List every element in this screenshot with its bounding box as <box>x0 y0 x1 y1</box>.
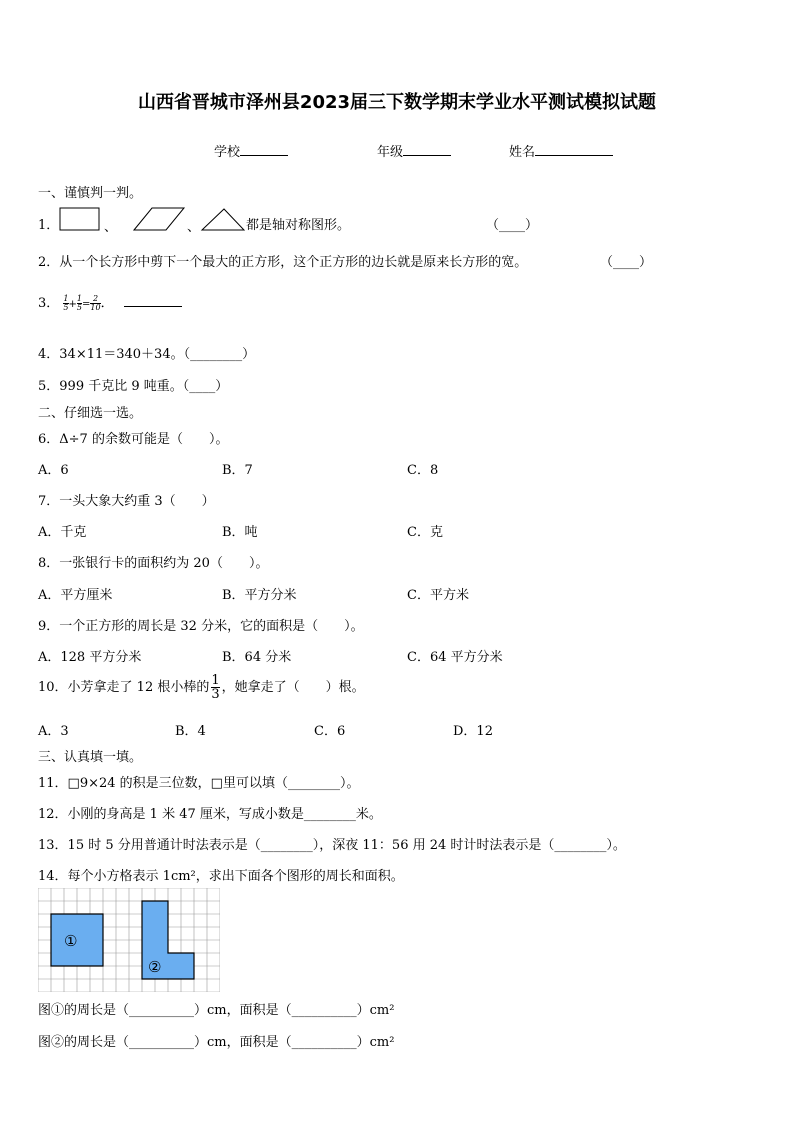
q12-text: 12．小刚的身高是 1 米 47 厘米，写成小数是________米。 <box>38 807 382 822</box>
q14-answer-1: 图①的周长是（__________）cm，面积是（__________）cm² <box>38 1003 395 1018</box>
q13-text: 13．15 时 5 分用普通计时法表示是（________），深夜 11：56 用 24 时计时法表示是（________）。 <box>38 838 626 853</box>
q10-option-a[interactable]: A．3 <box>38 724 69 739</box>
fraction: $\frac{2}{10}$ <box>90 294 101 312</box>
parallelogram-shape <box>134 208 184 230</box>
fraction: $\frac{1}{5}$ <box>76 294 82 312</box>
q1-number: 1． <box>38 218 60 233</box>
q14-text: 14．每个小方格表示 1cm²，求出下面各个图形的周长和面积。 <box>38 869 404 884</box>
q1-text: 都是轴对称图形。 <box>246 218 351 233</box>
shape-2-label: ② <box>148 958 162 976</box>
page-title: 山西省晋城市泽州县2023届三下数学期末学业水平测试模拟试题 <box>137 92 657 113</box>
q7-option-a[interactable]: A．千克 <box>38 525 87 540</box>
q3-equation: 3． $\frac{1}{5}$ + $\frac{1}{5}$ = $\frac{2}{10}$ ． <box>38 292 182 312</box>
q2-text: 2．从一个长方形中剪下一个最大的正方形，这个正方形的边长就是原来长方形的宽。 <box>38 255 528 270</box>
section-1-heading: 一、谨慎判一判。 <box>38 186 143 201</box>
q1-shapes <box>58 206 258 234</box>
q10-option-c[interactable]: C．6 <box>314 724 346 739</box>
q7-option-c[interactable]: C．克 <box>407 525 443 540</box>
q10-option-b[interactable]: B．4 <box>175 724 206 739</box>
fraction: $\frac{1}{3}$ <box>211 673 220 702</box>
q5-text: 5．999 千克比 9 吨重。（____） <box>38 379 229 394</box>
q7-option-b[interactable]: B．吨 <box>222 525 258 540</box>
q9-option-c[interactable]: C．64 平方分米 <box>407 650 503 665</box>
fraction: $\frac{1}{5}$ <box>63 294 69 312</box>
q8-text: 8．一张银行卡的面积约为 20（ ）。 <box>38 556 269 571</box>
q11-text: 11．□9×24 的积是三位数，□里可以填（________）。 <box>38 776 360 791</box>
q9-option-a[interactable]: A．128 平方分米 <box>38 650 142 665</box>
q1-sep-2: 、 <box>187 220 201 235</box>
q1-sep-1: 、 <box>104 220 118 235</box>
q4-text: 4．34×11＝340＋34。（________） <box>38 347 256 362</box>
name-field: 姓名 <box>509 141 613 160</box>
q8-option-b[interactable]: B．平方分米 <box>222 588 297 603</box>
q7-text: 7．一头大象大约重 3（ ） <box>38 494 215 509</box>
rectangle-shape <box>60 208 99 230</box>
q6-option-b[interactable]: B．7 <box>222 463 253 478</box>
q9-text: 9．一个正方形的周长是 32 分米，它的面积是（ ）。 <box>38 619 364 634</box>
q14-answer-2: 图②的周长是（__________）cm，面积是（__________）cm² <box>38 1035 395 1050</box>
shape-1-label: ① <box>64 932 78 950</box>
section-2-heading: 二、仔细选一选。 <box>38 406 143 421</box>
q1-answer[interactable]: （____） <box>486 218 539 233</box>
q10-text: 10．小芳拿走了 12 根小棒的 $\frac{1}{3}$ ，她拿走了（ ）根。 <box>38 673 365 702</box>
grade-field: 年级 <box>377 141 451 160</box>
q9-option-b[interactable]: B．64 分米 <box>222 650 292 665</box>
q8-option-a[interactable]: A．平方厘米 <box>38 588 113 603</box>
q6-option-c[interactable]: C．8 <box>407 463 439 478</box>
q2-answer[interactable]: （____） <box>600 255 653 270</box>
section-3-heading: 三、认真填一填。 <box>38 750 143 765</box>
q10-option-d[interactable]: D．12 <box>453 724 493 739</box>
q8-option-c[interactable]: C．平方米 <box>407 588 469 603</box>
q6-text: 6．Δ÷7 的余数可能是（ ）。 <box>38 432 229 447</box>
q6-option-a[interactable]: A．6 <box>38 463 69 478</box>
school-field: 学校 <box>214 141 288 160</box>
triangle-shape <box>202 209 244 230</box>
q14-grid-figure <box>38 888 220 992</box>
q3-answer-blank[interactable] <box>124 306 182 307</box>
